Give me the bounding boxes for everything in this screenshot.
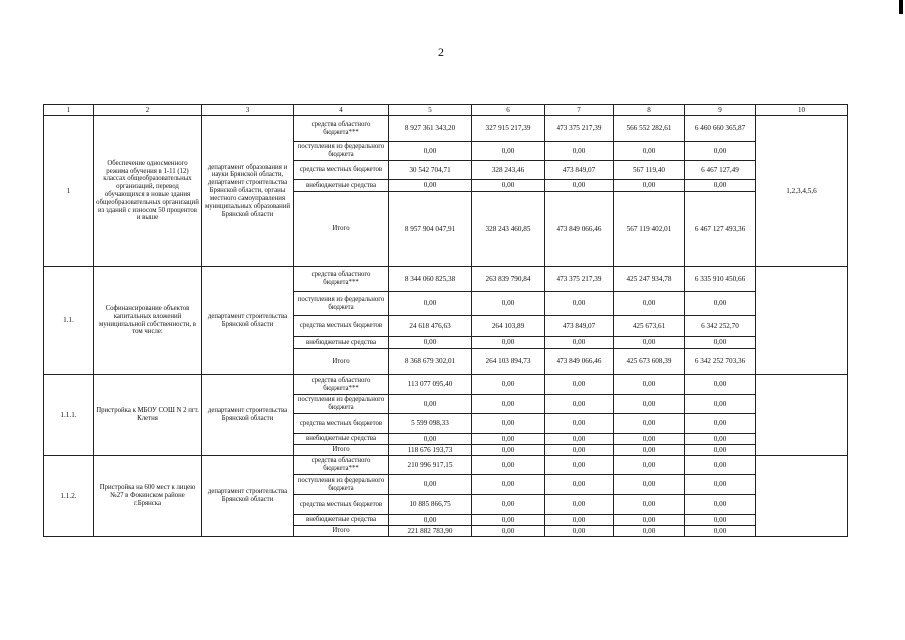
amount-cell: 263 839 790,84 — [472, 267, 545, 292]
header-cell: 1 — [44, 105, 94, 116]
header-cell: 3 — [202, 105, 294, 116]
amount-cell: 0,00 — [472, 526, 545, 537]
amount-cell: 0,00 — [685, 456, 756, 475]
amount-cell: 0,00 — [545, 445, 614, 456]
header-cell: 2 — [94, 105, 202, 116]
amount-cell: 0,00 — [685, 445, 756, 456]
amount-cell: 566 552 282,61 — [614, 116, 685, 142]
funding-source: внебюджетные средства — [294, 180, 389, 192]
funding-source: внебюджетные средства — [294, 515, 389, 526]
amount-cell: 425 673 608,39 — [614, 349, 685, 375]
amount-cell: 567 119,40 — [614, 161, 685, 180]
amount-cell: 425 673,61 — [614, 316, 685, 337]
amount-cell: 6 342 252,70 — [685, 316, 756, 337]
amount-cell: 0,00 — [472, 456, 545, 475]
amount-cell: 24 618 476,63 — [389, 316, 472, 337]
section-code: 1.1. — [44, 267, 94, 375]
section-code: 1.1.2. — [44, 456, 94, 537]
amount-cell: 8 344 060 825,38 — [389, 267, 472, 292]
amount-cell: 0,00 — [685, 414, 756, 434]
amount-cell: 0,00 — [685, 515, 756, 526]
amount-cell: 0,00 — [614, 180, 685, 192]
amount-cell: 6 467 127 493,36 — [685, 192, 756, 267]
amount-cell: 0,00 — [685, 526, 756, 537]
amount-cell: 328 243 460,85 — [472, 192, 545, 267]
amount-cell: 0,00 — [472, 475, 545, 495]
table-row — [44, 456, 848, 475]
amount-cell: 113 077 095,40 — [389, 375, 472, 395]
amount-cell: 0,00 — [545, 434, 614, 445]
amount-cell: 30 542 704,71 — [389, 161, 472, 180]
amount-cell: 0,00 — [614, 445, 685, 456]
funding-source: средства областного бюджета*** — [294, 267, 389, 292]
amount-cell: 0,00 — [614, 475, 685, 495]
amount-cell: 0,00 — [545, 375, 614, 395]
amount-cell: 0,00 — [472, 142, 545, 161]
page-number: 2 — [438, 45, 444, 59]
funding-source: поступления из федерального бюджета — [294, 395, 389, 414]
amount-cell: 0,00 — [472, 395, 545, 414]
funding-source: средства местных бюджетов — [294, 316, 389, 337]
header-row — [44, 105, 848, 116]
amount-cell: 0,00 — [472, 375, 545, 395]
amount-cell: 0,00 — [614, 375, 685, 395]
header-cell: 7 — [545, 105, 614, 116]
amount-cell: 0,00 — [685, 180, 756, 192]
amount-cell: 0,00 — [472, 337, 545, 349]
amount-cell: 0,00 — [389, 434, 472, 445]
amount-cell: 0,00 — [545, 495, 614, 515]
funding-source: средства местных бюджетов — [294, 161, 389, 180]
section-name: Софинансирование объектов капитальных вложений муниципальной собственности, в том числе: — [94, 267, 202, 375]
amount-cell: 0,00 — [545, 414, 614, 434]
amount-cell: 0,00 — [685, 495, 756, 515]
amount-cell: 0,00 — [685, 337, 756, 349]
amount-cell: 210 996 917,15 — [389, 456, 472, 475]
section-executor: департамент образования и науки Брянской области, департамент строительства Брянской области, органы местного самоуправления муниципальных образований Брянской области — [202, 116, 294, 267]
amount-cell: 0,00 — [389, 180, 472, 192]
amount-cell: 0,00 — [545, 475, 614, 495]
amount-cell: 0,00 — [545, 292, 614, 316]
section-code: 1 — [44, 116, 94, 267]
funding-source: поступления из федерального бюджета — [294, 292, 389, 316]
amount-cell: 0,00 — [545, 526, 614, 537]
amount-cell: 0,00 — [389, 395, 472, 414]
amount-cell: 473 849,07 — [545, 161, 614, 180]
header-cell: 5 — [389, 105, 472, 116]
funding-source: внебюджетные средства — [294, 434, 389, 445]
section-goals — [756, 267, 848, 375]
funding-source: Итого — [294, 349, 389, 375]
amount-cell: 5 599 098,33 — [389, 414, 472, 434]
amount-cell: 0,00 — [685, 434, 756, 445]
amount-cell: 221 882 783,90 — [389, 526, 472, 537]
amount-cell: 6 335 910 450,66 — [685, 267, 756, 292]
amount-cell: 0,00 — [472, 434, 545, 445]
amount-cell: 425 247 934,78 — [614, 267, 685, 292]
amount-cell: 0,00 — [472, 445, 545, 456]
header-cell: 6 — [472, 105, 545, 116]
table-row — [44, 375, 848, 395]
amount-cell: 473 849,07 — [545, 316, 614, 337]
amount-cell: 118 676 193,73 — [389, 445, 472, 456]
amount-cell: 0,00 — [545, 395, 614, 414]
amount-cell: 567 119 402,01 — [614, 192, 685, 267]
amount-cell: 0,00 — [472, 180, 545, 192]
funding-source: средства областного бюджета*** — [294, 456, 389, 475]
funding-source: Итого — [294, 526, 389, 537]
amount-cell: 8 957 904 047,91 — [389, 192, 472, 267]
table-row — [44, 116, 848, 142]
amount-cell: 0,00 — [614, 515, 685, 526]
amount-cell: 8 927 361 343,20 — [389, 116, 472, 142]
amount-cell: 0,00 — [614, 292, 685, 316]
section-goals — [756, 375, 848, 456]
amount-cell: 0,00 — [685, 475, 756, 495]
section-code: 1.1.1. — [44, 375, 94, 456]
funding-source: внебюджетные средства — [294, 337, 389, 349]
amount-cell: 0,00 — [614, 395, 685, 414]
section-executor: департамент строительства Брянской области — [202, 267, 294, 375]
amount-cell: 0,00 — [614, 495, 685, 515]
amount-cell: 473 375 217,39 — [545, 267, 614, 292]
amount-cell: 6 460 660 365,87 — [685, 116, 756, 142]
amount-cell: 0,00 — [389, 515, 472, 526]
header-cell: 10 — [756, 105, 848, 116]
amount-cell: 0,00 — [614, 526, 685, 537]
header-cell: 8 — [614, 105, 685, 116]
amount-cell: 327 915 217,39 — [472, 116, 545, 142]
section-executor: департамент строительства Брянской области — [202, 456, 294, 537]
budget-table — [43, 104, 848, 537]
funding-source: поступления из федерального бюджета — [294, 475, 389, 495]
amount-cell: 0,00 — [389, 142, 472, 161]
section-goals — [756, 456, 848, 537]
amount-cell: 0,00 — [389, 475, 472, 495]
amount-cell: 264 103 894,73 — [472, 349, 545, 375]
amount-cell: 0,00 — [685, 375, 756, 395]
section-executor: департамент строительства Брянской области — [202, 375, 294, 456]
amount-cell: 0,00 — [685, 142, 756, 161]
amount-cell: 0,00 — [614, 434, 685, 445]
amount-cell: 0,00 — [545, 337, 614, 349]
amount-cell: 264 103,89 — [472, 316, 545, 337]
amount-cell: 0,00 — [685, 292, 756, 316]
funding-source: средства местных бюджетов — [294, 414, 389, 434]
header-cell: 4 — [294, 105, 389, 116]
funding-source: Итого — [294, 445, 389, 456]
funding-source: средства местных бюджетов — [294, 495, 389, 515]
amount-cell: 0,00 — [685, 395, 756, 414]
amount-cell: 10 885 866,75 — [389, 495, 472, 515]
section-goals: 1,2,3,4,5,6 — [756, 116, 848, 267]
funding-source: средства областного бюджета*** — [294, 375, 389, 395]
amount-cell: 6 467 127,49 — [685, 161, 756, 180]
amount-cell: 473 849 066,46 — [545, 349, 614, 375]
amount-cell: 473 375 217,39 — [545, 116, 614, 142]
amount-cell: 473 849 066,46 — [545, 192, 614, 267]
amount-cell: 0,00 — [614, 142, 685, 161]
amount-cell: 0,00 — [614, 414, 685, 434]
amount-cell: 8 368 679 302,01 — [389, 349, 472, 375]
funding-source: поступления из федерального бюджета — [294, 142, 389, 161]
amount-cell: 0,00 — [545, 142, 614, 161]
section-name: Пристройка на 600 мест к лицею №27 в Фокинском районе г.Брянска — [94, 456, 202, 537]
amount-cell: 0,00 — [614, 456, 685, 475]
funding-source: средства областного бюджета*** — [294, 116, 389, 142]
amount-cell: 6 342 252 703,36 — [685, 349, 756, 375]
table-row — [44, 267, 848, 292]
amount-cell: 0,00 — [545, 456, 614, 475]
amount-cell: 0,00 — [389, 337, 472, 349]
amount-cell: 0,00 — [472, 414, 545, 434]
amount-cell: 0,00 — [545, 515, 614, 526]
amount-cell: 0,00 — [472, 495, 545, 515]
amount-cell: 0,00 — [472, 515, 545, 526]
budget-table-body — [44, 105, 848, 537]
section-name: Обеспечение односменного режима обучения в 1-11 (12) классах общеобразовательных организаций, перевод обучающихся в новые здания общеобразовательных организаций из зданий с износом 50 процентов и выше — [94, 116, 202, 267]
funding-source: Итого — [294, 192, 389, 267]
amount-cell: 328 243,46 — [472, 161, 545, 180]
section-name: Пристройка к МБОУ СОШ N 2 пгт. Клетня — [94, 375, 202, 456]
amount-cell: 0,00 — [472, 292, 545, 316]
amount-cell: 0,00 — [614, 337, 685, 349]
amount-cell: 0,00 — [389, 292, 472, 316]
edge-mark — [899, 0, 903, 14]
header-cell: 9 — [685, 105, 756, 116]
amount-cell: 0,00 — [545, 180, 614, 192]
